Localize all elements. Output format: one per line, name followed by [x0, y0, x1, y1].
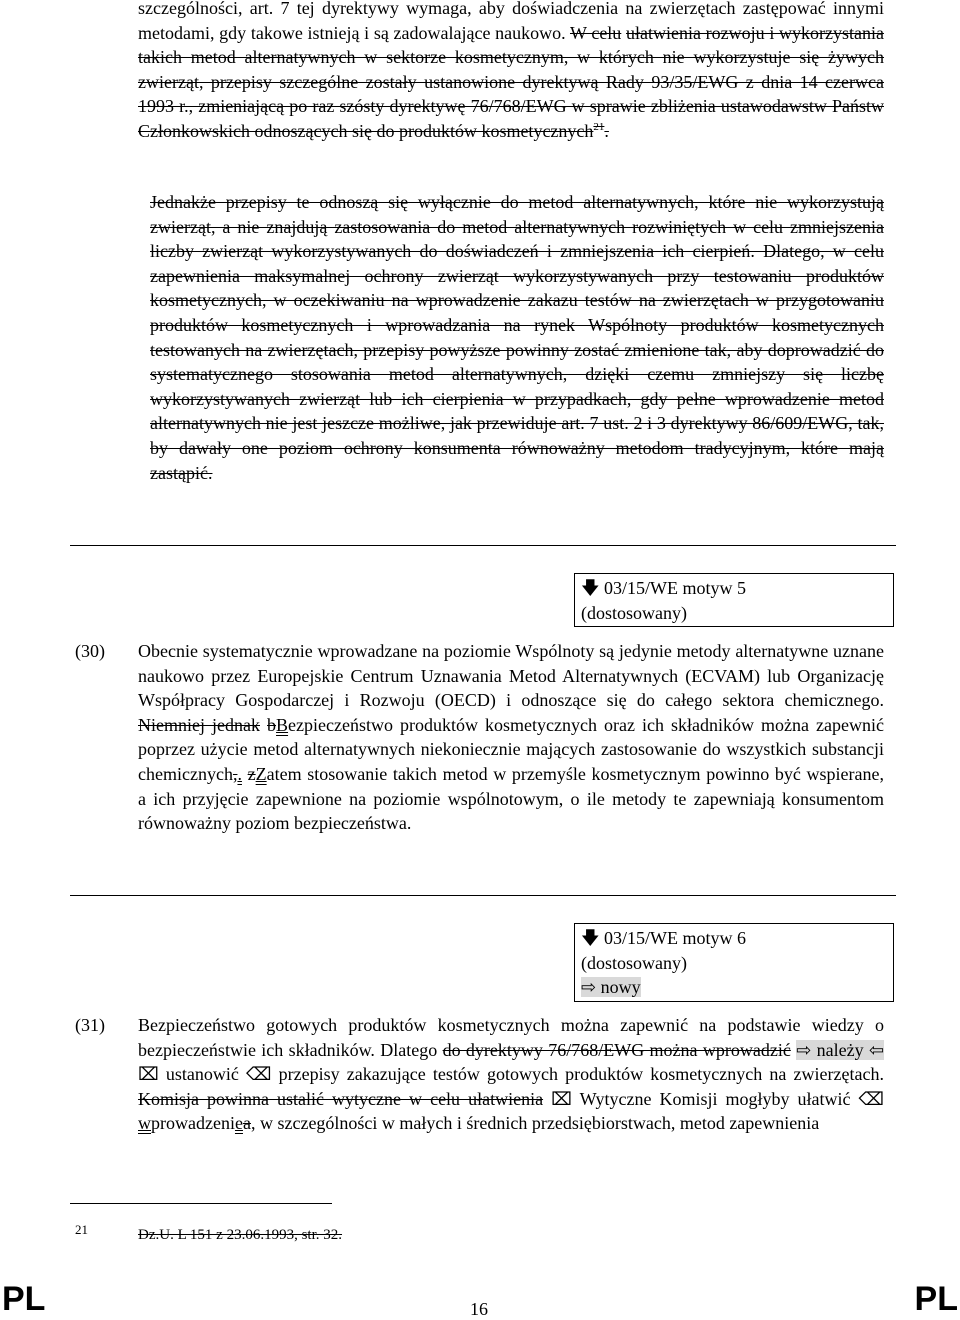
deleted-text: ułatwienia rozwoju i wykorzystania takich metod alternatywnych w sektorze kosmetycznym, w których nie wykorzystuje się żywych zwierząt, przepisy szczególne zostały ustanowione dyrektywą Rady 93/35/EWG z dnia 14 czerwca 1993 r., zmieniającą po raz szósty dyrektywę 76/768/EWG w sprawie zbliżenia ustawodawstw Państw Członkowskich odnoszących się do produktów kosmetycznych [138, 22, 884, 141]
text-segment [543, 1089, 551, 1109]
arrow-down-icon: 🡇 [581, 578, 600, 598]
recital-number: (31) [75, 1015, 105, 1035]
text-segment: zastępować innymi metodami, gdy takowe istnieją i są zadowalające naukowo. [138, 0, 885, 43]
deleted-paragraph: Jednakże przepisy te odnoszą się wyłącznie do metod alternatywnych, które nie wykorzystują zwierząt, a nie znajdują zastosowania do metod alternatywnych rozwiniętych w celu zmniejszenia liczby zwierząt wykorzystywanych do doświadczeń i zmniejszenia ich cierpień. Dlatego, w celu zapewnienia maksymalnej ochrony zwierząt wykorzystywanych przy testowaniu produktów kosmetycznych, w oczekiwaniu na wprowadzenie zakazu testów na zwierzętach w przygotowaniu produktów kosmetycznych i wprowadzania na rynek Wspólnoty produktów kosmetycznych testowanych na zwierzętach, przepisy powyższe powinny zostać zmienione tak, aby doprowadzić do systematycznego stosowania metod alternatywnych, dzięki czemu zmniejszy się liczbę wykorzystywanych zwierząt lub ich cierpienia w przypadkach, gdy pełne wprowadzenie metod alternatywnych nie jest jeszcze możliwe, jak przewiduje art. 7 ust. 2 i 3 dyrektywy 86/609/EWG, tak, by dawały one poziom ochrony konsumenta równoważny metodom tradycyjnym, które mają zastąpić. [150, 192, 884, 483]
text-segment: atem stosowanie takich metod w przemyśle kosmetycznym powinno być wspierane, a ich przyjęcie zapewnione na poziomie wspólnotowym, o ile metody te zapewniają konsumentom równoważny poziom bezpieczeństwa. [138, 763, 884, 834]
separator-line [70, 895, 896, 896]
text-segment: , w szczególności w małych i średnich przedsiębiorstwach, metod zapewnienia [250, 1113, 820, 1134]
new-label: nowy [600, 977, 641, 998]
arrow-right-outline-icon: ⇨ [581, 977, 597, 998]
inserted-text: należy [816, 1039, 864, 1060]
adapted-text: ustanowić [165, 1064, 239, 1085]
footnote-separator [70, 1203, 332, 1204]
deleted-text: . [604, 120, 609, 141]
page-number: 16 [470, 1299, 488, 1319]
adapt-end-icon: ⌫ [246, 1064, 272, 1085]
deleted-text: z [247, 763, 256, 784]
separator-line [70, 545, 896, 546]
arrow-down-icon: 🡇 [581, 928, 600, 948]
inserted-text: . [237, 763, 242, 784]
footnote-text: Dz.U. L 151 z 23.06.1993, str. 32. [138, 1227, 343, 1243]
text-segment: przepisy zakazujące testów gotowych produktów kosmetycznych na zwierzętach. [271, 1064, 884, 1085]
language-code-left: PL [2, 1280, 46, 1318]
deleted-text: Niemniej jednak [138, 714, 260, 735]
recital-30 [138, 639, 884, 836]
deleted-text: do dyrektywy 76/768/EWG można wprowadzić [442, 1039, 791, 1060]
text-segment: ezpieczeństwo produktów kosmetycznych oraz ich składników można zapewnić poprzez użycie metod alternatywnych niekoniecznie mających zastosowanie do wszystkich substancji chemicznych [138, 714, 885, 784]
insert-start-icon: ⇨ [796, 1039, 812, 1060]
continuation-paragraph [138, 0, 884, 144]
source-box-1 [574, 573, 894, 627]
source-ref: 03/15/WE motyw 5 [604, 578, 747, 598]
text-segment: szczególności, art. 7 tej dyrektywy wymaga, aby doświadczenia na zwierzętach [138, 0, 736, 18]
deleted-text: , [232, 763, 238, 784]
source-status: (dostosowany) [581, 952, 687, 973]
source-status: (dostosowany) [581, 602, 687, 623]
adapt-end-icon: ⌫ [858, 1088, 884, 1109]
adapt-start-icon: ⌧ [138, 1064, 159, 1085]
inserted-text: e [234, 1113, 243, 1134]
recital-31 [138, 1013, 884, 1136]
text-segment: prowadzeni [151, 1113, 235, 1134]
deleted-text: a [242, 1113, 251, 1134]
recital-number: (30) [75, 641, 105, 661]
inserted-text: B [276, 714, 289, 735]
text-segment [260, 715, 267, 735]
deleted-text: b [267, 714, 277, 735]
text-segment: Bezpieczeństwo gotowych produktów kosmetycznych można zapewnić na podstawie wiedzy o bezpieczeństwie ich składników. Dlatego [138, 1015, 884, 1060]
footnote-ref[interactable]: 21 [593, 120, 605, 133]
text-segment: Obecnie systematycznie wprowadzane na poziomie Wspólnoty są jedynie metody alternatywne uznane naukowo przez Europejskie Centrum Uznawania Metod Alternatywnych (ECVAM) lub Organizację Współpracy Gospodarczej i Rozwoju (OECD) i odnoszące się do całego sektora chemicznego. [138, 641, 884, 711]
footnote-number: 21 [75, 1222, 88, 1237]
language-code-right: PL [914, 1280, 958, 1318]
insert-end-icon: ⇦ [868, 1039, 885, 1060]
inserted-text: w [138, 1113, 151, 1134]
deleted-text: W celu [569, 22, 622, 43]
deleted-text: Komisja powinna ustalić wytyczne w celu ułatwienia [138, 1088, 544, 1109]
inserted-text: Z [255, 763, 267, 784]
adapted-text: Wytyczne Komisji mogłyby ułatwić [579, 1088, 851, 1109]
source-box-2 [574, 923, 894, 1002]
adapt-start-icon: ⌧ [551, 1088, 572, 1109]
source-ref: 03/15/WE motyw 6 [604, 928, 747, 948]
